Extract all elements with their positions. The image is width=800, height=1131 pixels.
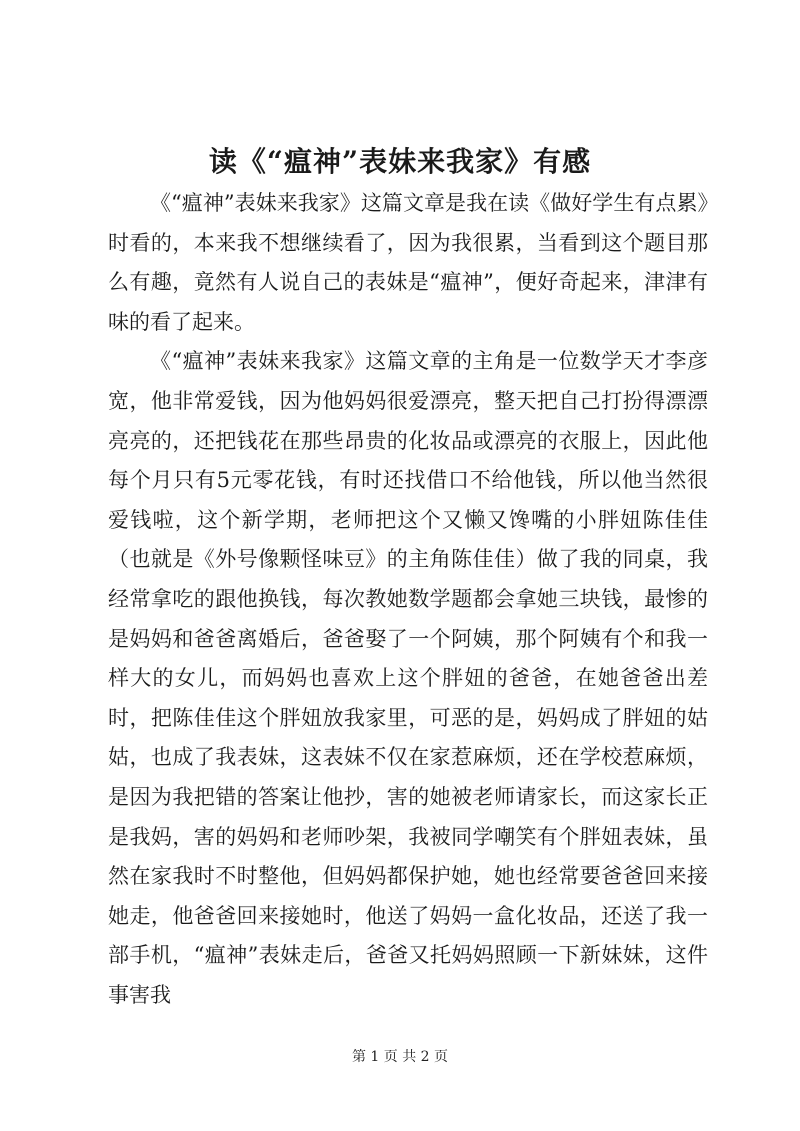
document-title: 读《“瘟神”表妹来我家》有感 bbox=[208, 145, 592, 178]
page-footer: 第 1 页 共 2 页 bbox=[351, 1049, 449, 1065]
document-body bbox=[108, 184, 708, 1015]
paragraph-2: 《“瘟神”表妹来我家》这篇文章的主角是一位数学天才李彦宽，他非常爱钱，因为他妈妈很爱漂亮，整天把自己打扮得漂漂亮亮的，还把钱花在那些昂贵的化妆品或漂亮的衣服上，因此他每个月只有5元零花钱，有时还找借口不给他钱，所以他当然很爱钱啦，这个新学期，老师把这个又懒又馋嘴的小胖妞陈佳佳（也就是《外号像颗怪味豆》的主角陈佳佳）做了我的同桌，我经常拿吃的跟他换钱，每次教她数学题都会拿她三块钱，最惨的是妈妈和爸爸离婚后，爸爸娶了一个阿姨，那个阿姨有个和我一样大的女儿，而妈妈也喜欢上这个胖妞的爸爸，在她爸爸出差时，把陈佳佳这个胖妞放我家里，可恶的是，妈妈成了胖妞的姑姑，也成了我表妹，这表妹不仅在家惹麻烦，还在学校惹麻烦，是因为我把错的答案让他抄，害的她被老师请家长，而这家长正是我妈，害的妈妈和老师吵架，我被同学嘲笑有个胖妞表妹，虽然在家我时不时整他，但妈妈都保护她，她也经常要爸爸回来接她走，他爸爸回来接她时，他送了妈妈一盒化妆品，还送了我一部手机，“瘟神”表妹走后，爸爸又托妈妈照顾一下新妹妹，这件事害我 bbox=[108, 349, 708, 1007]
paragraph-1: 《“瘟神”表妹来我家》这篇文章是我在读《做好学生有点累》时看的，本来我不想继续看了，因为我很累，当看到这个题目那么有趣，竟然有人说自己的表妹是“瘟神”，便好奇起来，津津有味的看了起来。 bbox=[108, 191, 708, 334]
